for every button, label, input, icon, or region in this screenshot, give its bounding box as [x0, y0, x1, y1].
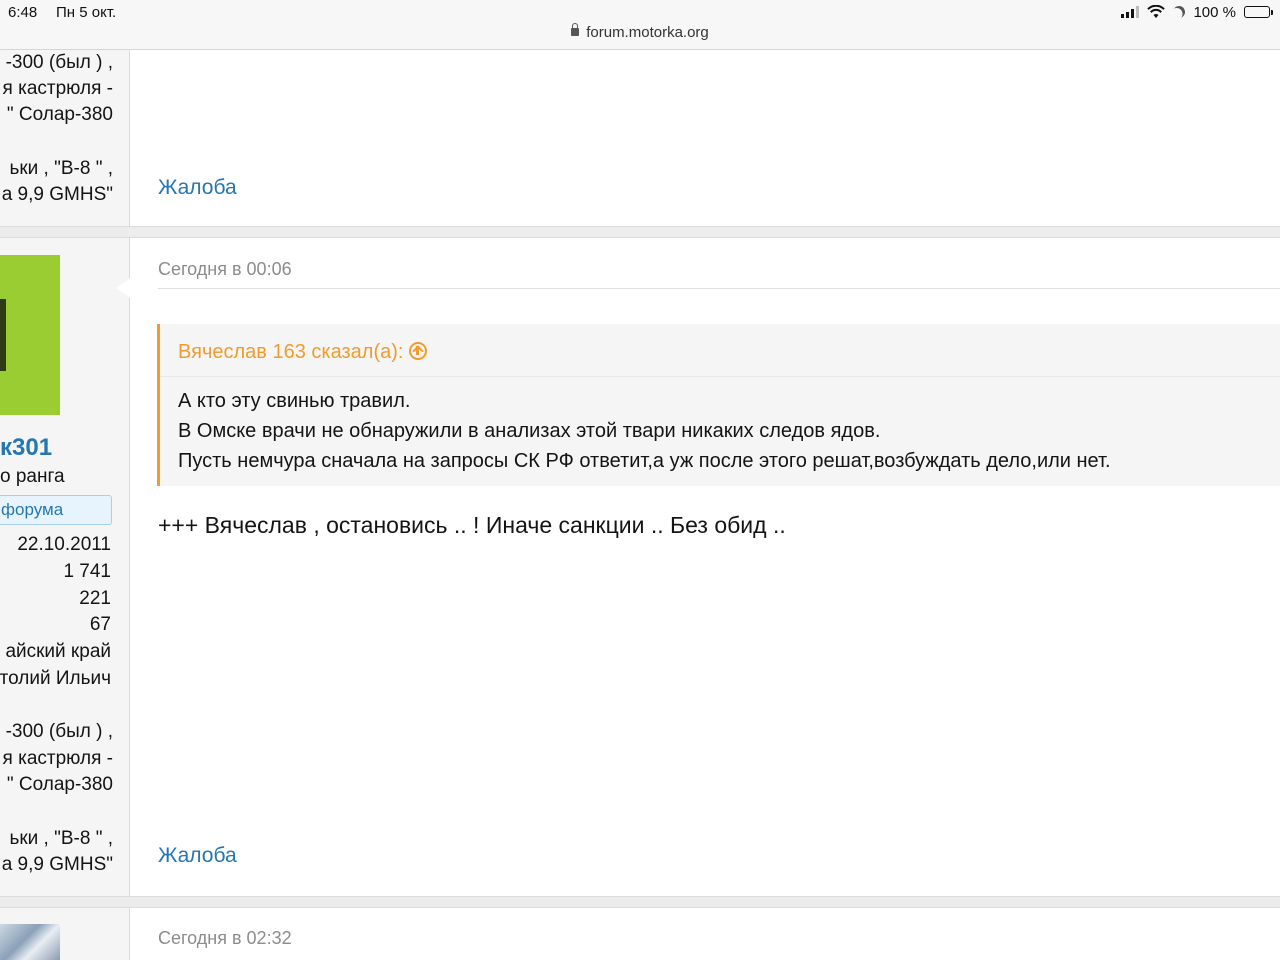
registered-date: 22.10.2011 — [17, 534, 111, 555]
post-main-sidebar — [0, 238, 130, 896]
post-main — [0, 238, 1280, 897]
avatar[interactable] — [0, 924, 60, 960]
quote-text-line: Пусть немчура сначала на запросы СК РФ ответит,а уж после этого решат,возбуждать дело,или нет. — [178, 450, 1111, 472]
message-pointer — [116, 278, 130, 298]
points-count: 67 — [89, 614, 111, 635]
quote-author[interactable]: Вячеслав 163 сказал(а): — [178, 340, 427, 364]
signal-icon — [1121, 6, 1139, 18]
real-name: толий Ильич — [0, 668, 111, 689]
user-badge: форума — [0, 495, 112, 525]
battery-percent: 100 % — [1193, 3, 1236, 21]
boat-line: а 9,9 GMHS" — [1, 854, 113, 875]
boat-line: а 9,9 GMHS" — [1, 184, 113, 205]
report-link[interactable]: Жалоба — [158, 844, 237, 867]
post-next — [0, 908, 1280, 960]
boat-line: -300 (был ) , — [5, 52, 113, 73]
post-date[interactable]: Сегодня в 02:32 — [158, 928, 292, 948]
date: Пн 5 окт. — [56, 4, 117, 21]
battery-icon — [1244, 6, 1270, 18]
boat-line: " Солар-380 — [6, 774, 113, 795]
post-separator — [0, 896, 1280, 908]
report-link[interactable]: Жалоба — [158, 176, 237, 199]
boat-line: -300 (был ) , — [5, 721, 113, 742]
post-previous-sidebar — [0, 50, 130, 226]
boat-line: ьки , "В-8 " , — [9, 158, 113, 179]
post-separator — [0, 226, 1280, 238]
wifi-icon — [1147, 5, 1165, 19]
user-rank: о ранга — [0, 466, 65, 487]
boat-line: ьки , "В-8 " , — [9, 828, 113, 849]
post-previous — [0, 50, 1280, 227]
boat-line: я кастрюля - — [2, 748, 113, 769]
messages-count: 1 741 — [63, 561, 111, 582]
quote-header — [160, 324, 1280, 377]
clock: 6:48 — [8, 4, 38, 21]
post-next-sidebar — [0, 908, 130, 960]
post-date[interactable]: Сегодня в 00:06 — [158, 259, 292, 279]
avatar[interactable] — [0, 255, 60, 415]
status-icons — [1121, 3, 1270, 21]
location: айский край — [5, 641, 111, 662]
arrow-up-icon[interactable] — [409, 342, 427, 360]
moon-icon — [1172, 4, 1187, 19]
browser-status-bar — [0, 0, 1280, 50]
date-divider — [158, 288, 1280, 289]
url-text: forum.motorka.org — [586, 24, 709, 41]
quote-text-line: А кто эту свинью травил. — [178, 390, 411, 412]
boat-line: " Солар-380 — [6, 104, 113, 125]
boat-line: я кастрюля - — [2, 78, 113, 99]
reactions-count: 221 — [79, 588, 111, 609]
username[interactable]: к301 — [0, 434, 53, 461]
message-body: +++ Вячеслав , остановись .. ! Иначе санкции .. Без обид .. — [158, 512, 786, 538]
quote-block — [157, 324, 1280, 486]
address-bar[interactable] — [0, 24, 1280, 41]
lock-icon — [571, 28, 579, 36]
quote-text-line: В Омске врачи не обнаружили в анализах этой твари никаких следов ядов. — [178, 420, 881, 442]
